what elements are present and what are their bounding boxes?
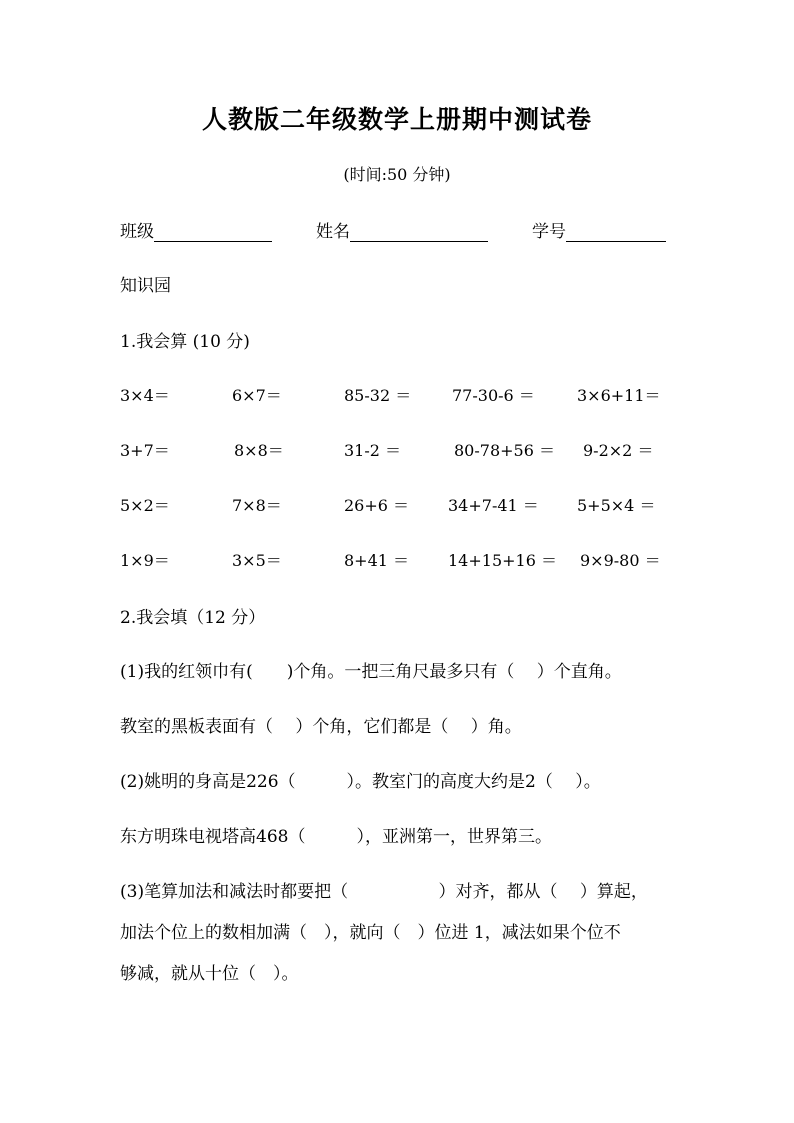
- class-blank[interactable]: [154, 223, 272, 242]
- calc-item: 34+7-41 ＝: [448, 496, 539, 515]
- calc-item: 9×9-80 ＝: [580, 551, 661, 570]
- q2-line: (1)我的红领巾有( )个角。一把三角尺最多只有（ ）个直角。: [120, 662, 622, 682]
- class-field: [120, 217, 272, 242]
- calc-item: 3×6+11＝: [577, 386, 661, 405]
- exam-title: 人教版二年级数学上册期中测试卷: [201, 105, 592, 134]
- calc-item: 5×2＝: [120, 496, 170, 515]
- q2-line: 教室的黑板表面有（ ）个角，它们都是（ ）角。: [120, 717, 522, 737]
- calc-item: 6×7＝: [232, 386, 282, 405]
- exam-time: (时间:50 分钟): [343, 165, 451, 184]
- q2-line: (3)笔算加法和减法时都要把（ ）对齐，都从（ ）算起，: [120, 882, 648, 902]
- class-label: 班级: [120, 222, 154, 242]
- name-label: 姓名: [316, 222, 350, 242]
- calc-item: 8×8＝: [234, 441, 284, 460]
- calc-item: 3×5＝: [232, 551, 282, 570]
- calc-item: 8+41 ＝: [344, 551, 410, 570]
- id-blank[interactable]: [566, 223, 666, 242]
- calc-item: 85-32 ＝: [344, 386, 412, 405]
- calc-item: 80-78+56 ＝: [454, 441, 555, 460]
- id-label: 学号: [532, 222, 566, 242]
- q2-line: (2)姚明的身高是226（ ）。教室门的高度大约是2（ ）。: [120, 772, 601, 792]
- section-heading: 知识园: [120, 276, 171, 296]
- calc-item: 31-2 ＝: [344, 441, 402, 460]
- calc-item: 9-2×2 ＝: [583, 441, 654, 460]
- calc-item: 26+6 ＝: [344, 496, 410, 515]
- name-blank[interactable]: [350, 223, 488, 242]
- calc-item: 14+15+16 ＝: [448, 551, 557, 570]
- calc-item: 3+7＝: [120, 441, 170, 460]
- q2-line: 够减，就从十位（ ）。: [120, 964, 299, 984]
- calc-item: 7×8＝: [232, 496, 282, 515]
- calc-item: 1×9＝: [120, 551, 170, 570]
- q1-heading: 1.我会算 (10 分): [120, 332, 250, 352]
- calc-item: 77-30-6 ＝: [452, 386, 535, 405]
- id-field: [532, 217, 666, 242]
- q2-line: 东方明珠电视塔高468（ ），亚洲第一，世界第三。: [120, 827, 552, 847]
- name-field: [316, 217, 488, 242]
- q2-line: 加法个位上的数相加满（ ），就向（ ）位进 1，减法如果个位不: [120, 923, 621, 943]
- calc-item: 5+5×4 ＝: [577, 496, 656, 515]
- calc-item: 3×4＝: [120, 386, 170, 405]
- q2-heading: 2.我会填（12 分）: [120, 608, 266, 628]
